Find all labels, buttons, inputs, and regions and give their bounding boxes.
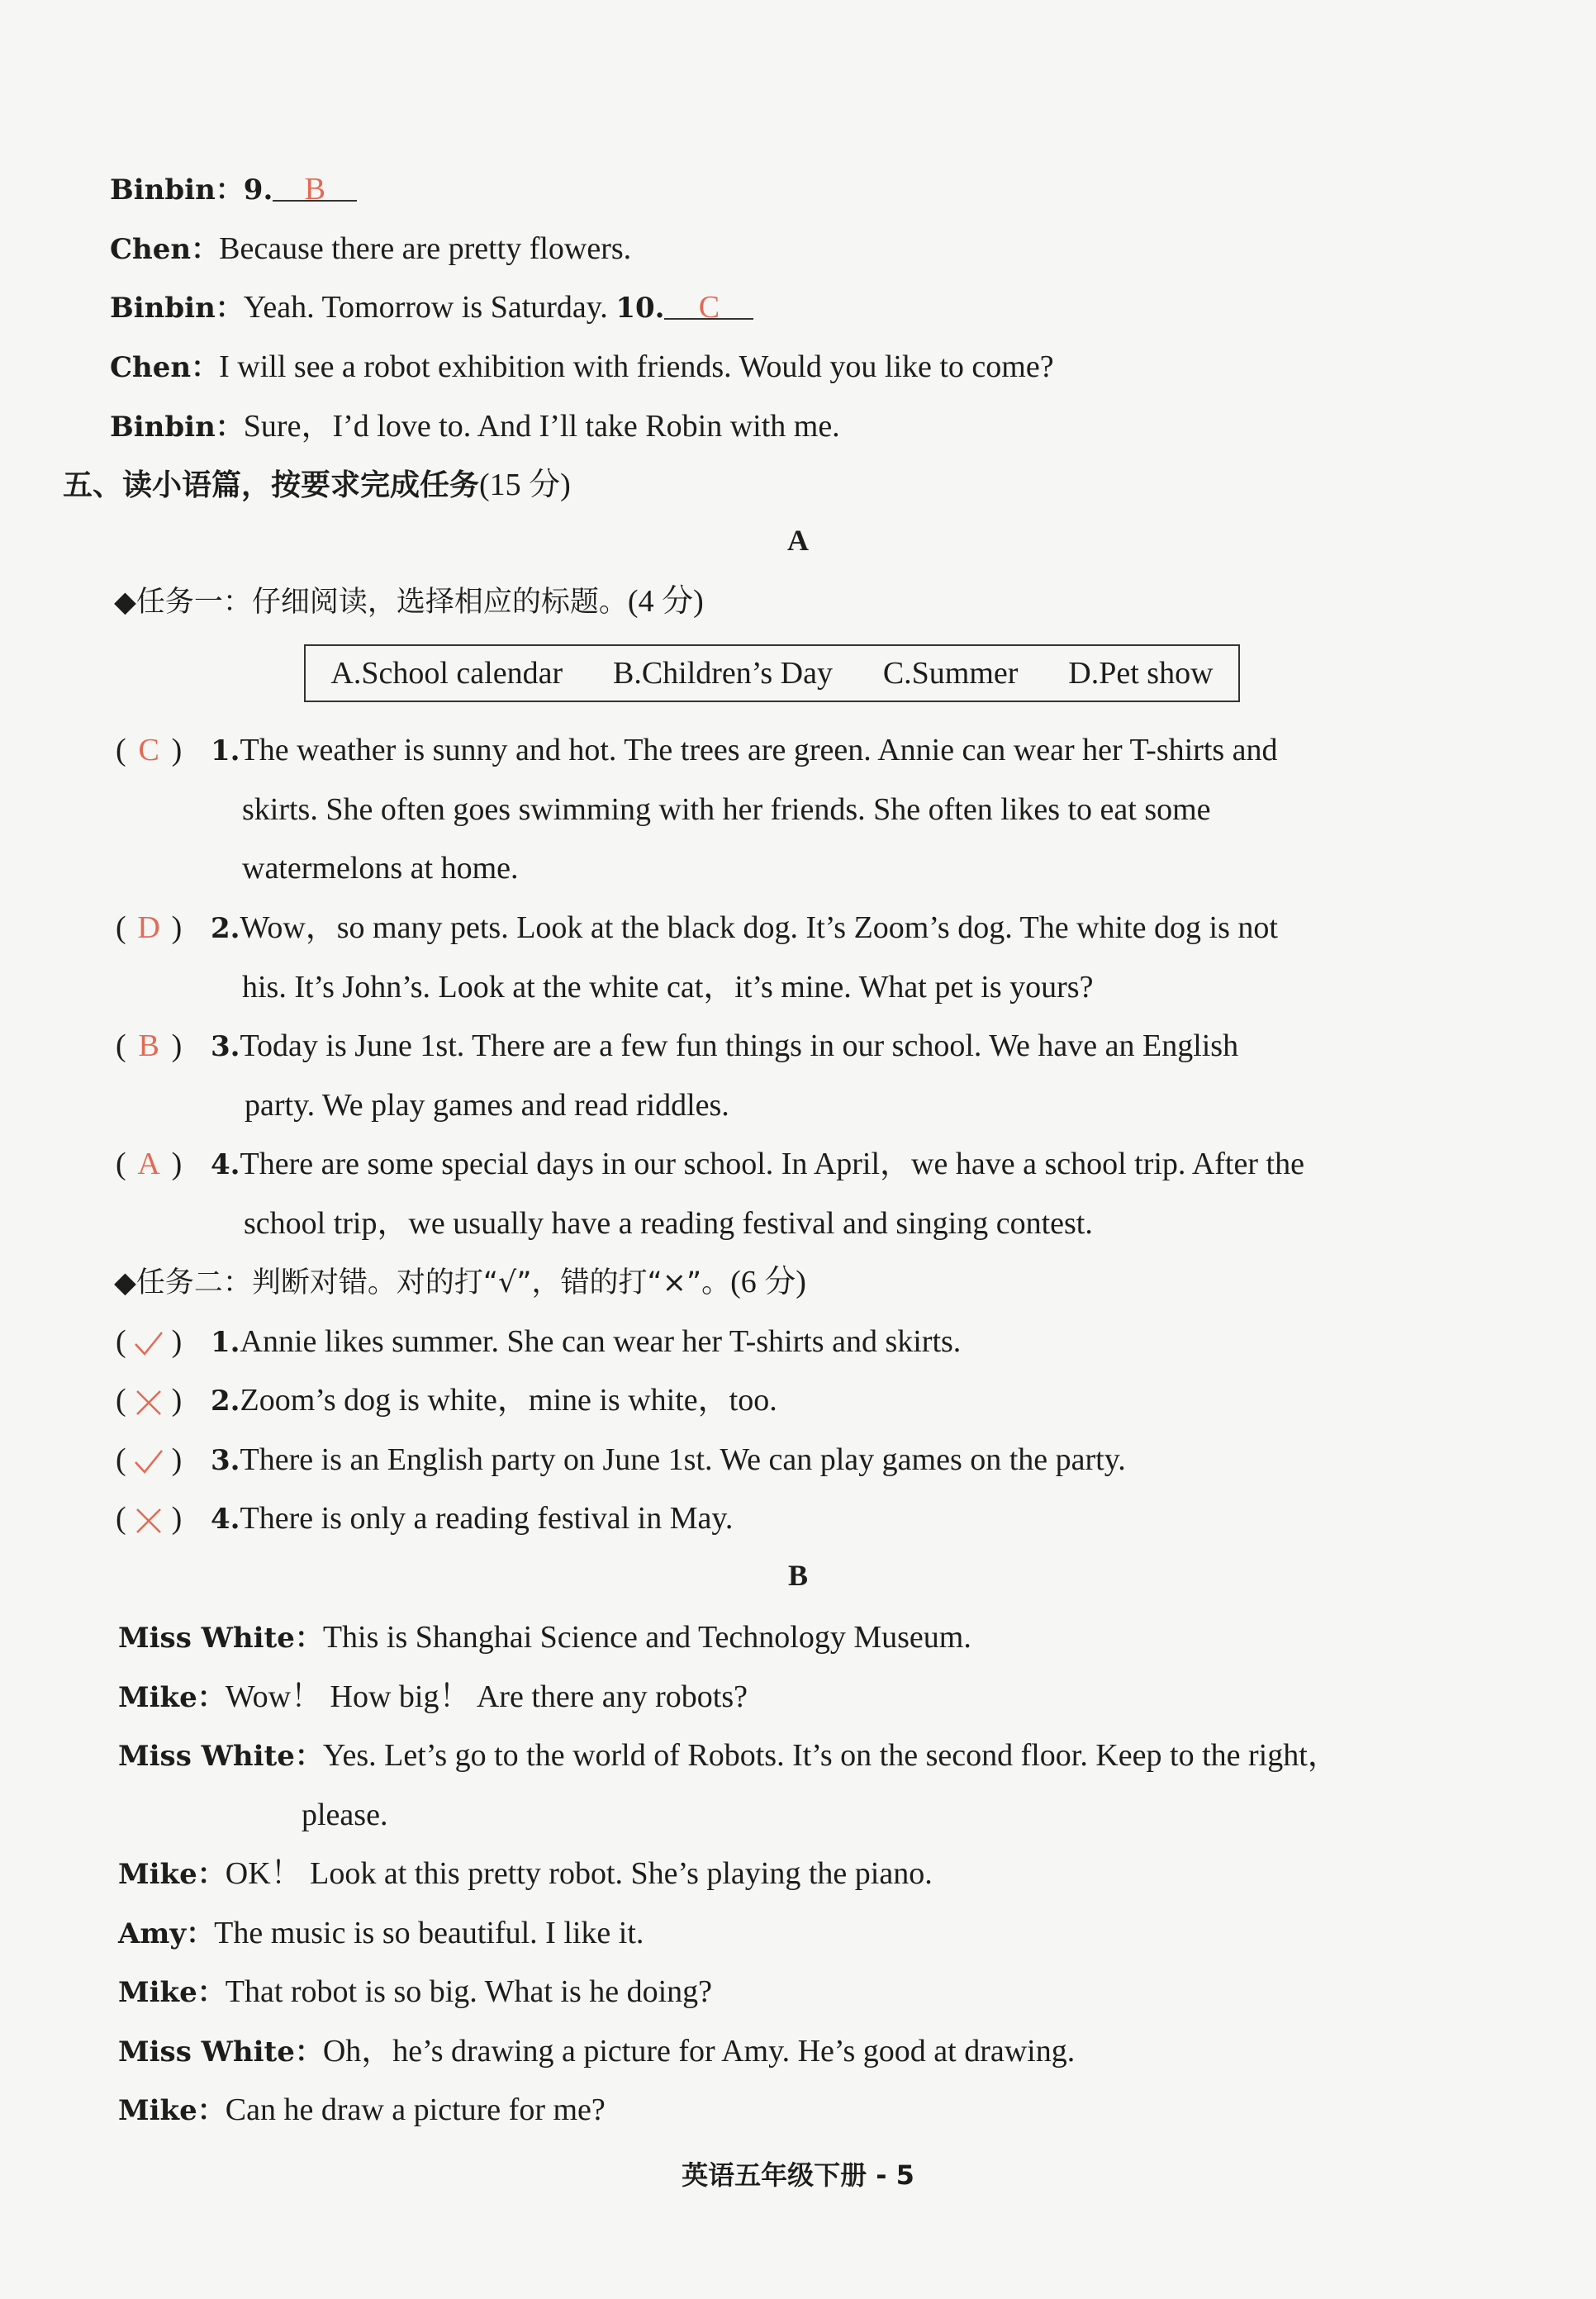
answer-bracket: ( A ) [116, 1143, 211, 1185]
dialog1-line-4 [110, 346, 1054, 388]
answer-bracket: ( ) [116, 1439, 211, 1480]
answer-text: D [137, 910, 160, 945]
task2-heading [114, 1261, 806, 1304]
task1-item-3 [116, 1025, 1238, 1067]
dialog-text: I will see a robot exhibition with friends. Would you like to come? [219, 349, 1054, 384]
question-number: 9. [243, 173, 273, 207]
option-b: B.Children’s Day [612, 656, 833, 691]
task1-item-2 [116, 907, 1278, 949]
dialog-text: The music is so beautiful. I like it. [214, 1916, 644, 1950]
task1-item-1-line-2: skirts. She often goes swimming with her friends. She often likes to eat some [242, 792, 1211, 827]
answer-bracket: ( B ) [116, 1025, 211, 1066]
page-footer: 英语五年级下册 - 5 [682, 2159, 914, 2191]
dialog-text: Yes. Let’s go to the world of Robots. It’s on the second floor. Keep to the right， [322, 1738, 1339, 1773]
check-icon [126, 1439, 172, 1480]
dialog2-line-4 [118, 1853, 933, 1895]
task2-item-4 [116, 1498, 733, 1540]
dialog-text: Can he draw a picture for me? [225, 2092, 606, 2127]
answer-bracket: ( ) [116, 1321, 211, 1362]
dialog2-line-7 [118, 2031, 1075, 2073]
speaker: Mike： [118, 1858, 226, 1891]
speaker: Chen： [110, 351, 220, 384]
item-text: Wow，so many pets. Look at the black dog. It’s Zoom’s dog. The white dog is not [240, 910, 1278, 945]
task1-item-4-line-2: school trip，we usually have a reading festival and singing contest. [244, 1206, 1093, 1241]
speaker: Mike： [118, 1976, 226, 2009]
option-d: D.Pet show [1068, 656, 1214, 691]
speaker: Binbin： [110, 173, 244, 207]
answer-text: C [138, 733, 159, 767]
speaker: Binbin： [110, 411, 244, 444]
answer-blank [273, 169, 357, 207]
speaker: Miss White： [118, 2035, 323, 2069]
answer-text: B [138, 1028, 159, 1063]
dialog-text: Wow！ How big！ Are there any robots? [225, 1679, 748, 1714]
dialog2-line-3-cont: please. [302, 1798, 388, 1832]
dialog1-line-2 [110, 228, 631, 270]
speaker: Mike： [118, 1681, 226, 1714]
dialog1-line-5 [110, 406, 840, 448]
dialog2-line-8 [118, 2089, 606, 2131]
item-number: 1. [211, 1326, 240, 1359]
check-icon [126, 1321, 172, 1362]
part-a-label: A [787, 524, 809, 557]
dialog-text: Because there are pretty flowers. [219, 231, 632, 266]
section-score: (15 分) [479, 468, 571, 502]
answer-blank [664, 287, 753, 325]
item-text: Zoom’s dog is white，mine is white，too. [240, 1383, 777, 1418]
task1-item-3-line-2: party. We play games and read riddles. [245, 1088, 729, 1123]
item-number: 3. [211, 1444, 240, 1477]
speaker: Miss White： [118, 1622, 323, 1655]
dialog-text: Yeah. Tomorrow is Saturday. [243, 290, 616, 325]
dialog1-line-3 [110, 287, 753, 329]
speaker: Amy： [118, 1917, 215, 1950]
section-heading [63, 464, 571, 506]
task2-item-1 [116, 1321, 961, 1363]
dialog2-line-2 [118, 1676, 748, 1718]
item-text: The weather is sunny and hot. The trees are green. Annie can wear her T-shirts and [240, 733, 1278, 767]
item-number: 3. [211, 1030, 240, 1063]
dialog2-line-1 [118, 1617, 971, 1659]
task1-item-1-line-3: watermelons at home. [242, 851, 519, 886]
dialog2-line-5 [118, 1912, 644, 1955]
cross-icon [126, 1380, 172, 1421]
item-text: There are some special days in our school. In April，we have a school trip. After the [240, 1147, 1304, 1181]
task1-title: ◆任务一：仔细阅读，选择相应的标题。 [114, 586, 628, 619]
task1-item-1 [116, 729, 1278, 772]
dialog-text: Sure，I’d love to. And I’ll take Robin with me. [243, 409, 840, 444]
task2-item-2 [116, 1380, 777, 1422]
item-text: There is only a reading festival in May. [240, 1501, 734, 1536]
dialog-text: Oh，he’s drawing a picture for Amy. He’s good at drawing. [322, 2034, 1076, 2069]
speaker: Mike： [118, 2094, 226, 2127]
task2-title: ◆任务二：判断对错。对的打“√”，错的打“×”。 [114, 1266, 731, 1299]
speaker: Binbin： [110, 292, 244, 325]
speaker: Miss White： [118, 1740, 323, 1773]
dialog-text: That robot is so big. What is he doing? [225, 1974, 713, 2009]
speaker: Chen： [110, 233, 220, 266]
task1-score: (4 分) [627, 584, 704, 619]
section-title: 五、读小语篇，按要求完成任务 [63, 468, 480, 502]
question-number: 10. [615, 292, 665, 325]
item-number: 4. [211, 1148, 240, 1181]
item-text: Annie likes summer. She can wear her T-shirts and skirts. [240, 1324, 962, 1359]
option-c: C.Summer [882, 656, 1019, 691]
item-number: 4. [211, 1503, 240, 1536]
cross-icon [126, 1498, 172, 1539]
part-b-label: B [787, 1559, 808, 1592]
item-number: 1. [211, 734, 240, 767]
answer-bracket: ( ) [116, 1380, 211, 1421]
answer-text: A [137, 1147, 160, 1181]
dialog-text: OK！ Look at this pretty robot. She’s playing the piano. [225, 1856, 933, 1891]
answer-bracket: ( C ) [116, 729, 211, 771]
item-number: 2. [211, 1385, 240, 1418]
answer-text: C [698, 290, 720, 325]
dialog-text: This is Shanghai Science and Technology Museum. [322, 1620, 971, 1655]
option-a: A.School calendar [330, 656, 563, 691]
item-number: 2. [211, 912, 240, 945]
item-text: Today is June 1st. There are a few fun things in our school. We have an English [240, 1028, 1239, 1063]
answer-bracket: ( D ) [116, 907, 211, 948]
task2-score: (6 分) [730, 1265, 806, 1299]
options-box [304, 644, 1240, 702]
task1-heading [114, 581, 704, 623]
task1-item-4 [116, 1143, 1304, 1185]
answer-text: B [304, 172, 325, 207]
item-text: There is an English party on June 1st. We can play games on the party. [240, 1442, 1126, 1477]
task1-item-2-line-2: his. It’s John’s. Look at the white cat，it’s mine. What pet is yours? [242, 970, 1094, 1005]
dialog1-line-1 [110, 169, 357, 211]
dialog2-line-3 [118, 1735, 1339, 1777]
dialog2-line-6 [118, 1971, 712, 2013]
task2-item-3 [116, 1439, 1126, 1481]
answer-bracket: ( ) [116, 1498, 211, 1539]
